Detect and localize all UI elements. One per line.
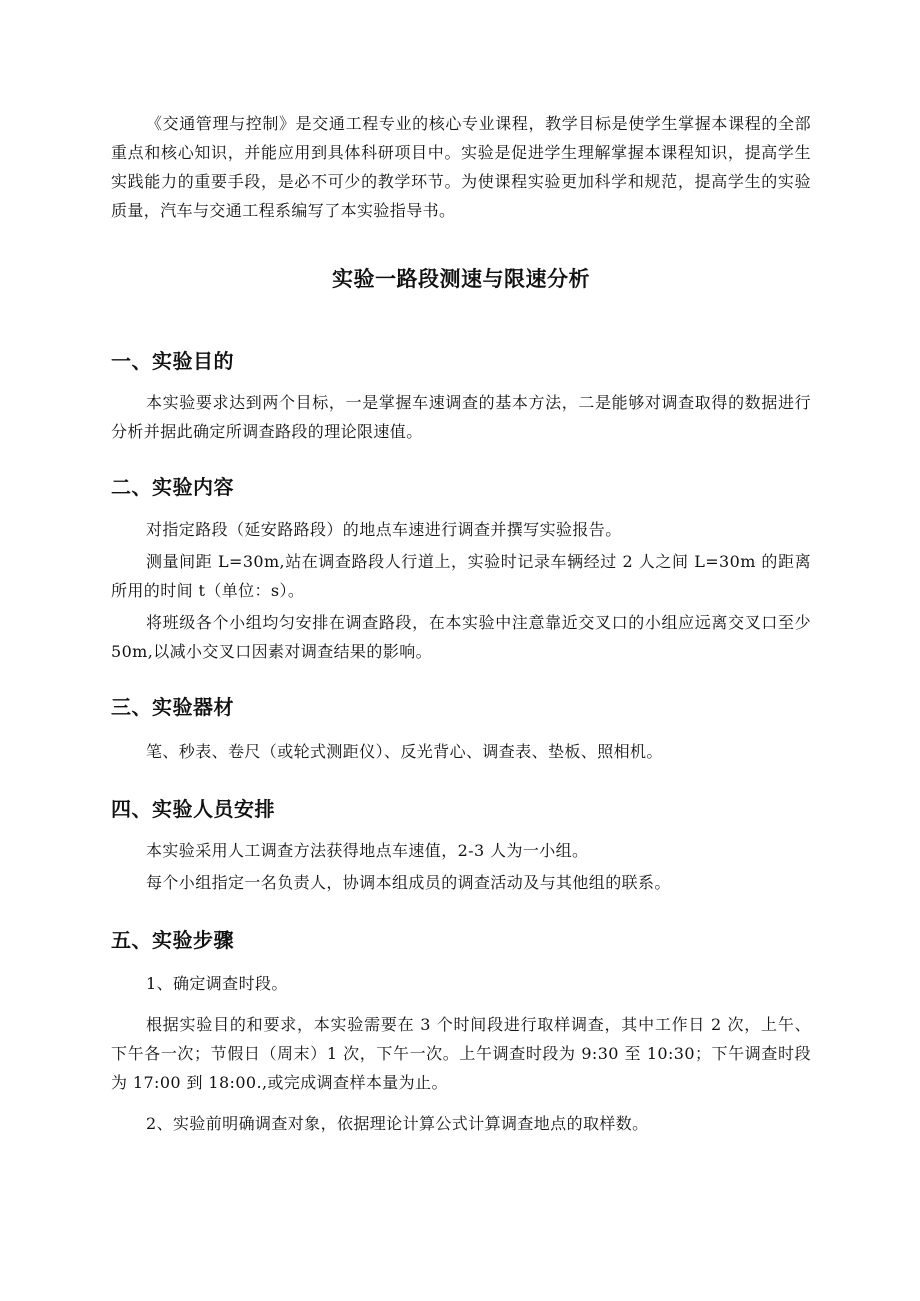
section-heading-purpose: 一、实验目的 [111, 349, 234, 373]
section-heading-content: 二、实验内容 [111, 475, 234, 499]
steps-paragraph: 2、实验前明确调查对象，依据理论计算公式计算调查地点的取样数。 [146, 1114, 649, 1133]
purpose-paragraph: 本实验要求达到两个目标，一是掌握车速调查的基本方法，二是能够对调查取得的数据进行分析并据此确定所调查路段的理论限速值。 [111, 393, 811, 441]
content-paragraph: 对指定路段（延安路路段）的地点车速进行调查并撰写实验报告。 [146, 520, 622, 539]
staffing-paragraph: 本实验采用人工调查方法获得地点车速值，2-3 人为一小组。 [146, 841, 589, 860]
section-heading-equipment: 三、实验器材 [111, 695, 234, 719]
content-paragraph: 将班级各个小组均匀安排在调查路段，在本实验中注意靠近交叉口的小组应远离交叉口至少 50m,以减小交叉口因素对调查结果的影响。 [111, 613, 811, 661]
section-heading-steps: 五、实验步骤 [111, 928, 234, 952]
document-page [111, 0, 811, 1138]
equipment-paragraph: 笔、秒表、卷尺（或轮式测距仪）、反光背心、调查表、垫板、照相机。 [146, 742, 663, 761]
staffing-paragraph: 每个小组指定一名负责人，协调本组成员的调查活动及与其他组的联系。 [146, 873, 671, 892]
section-heading-staffing: 四、实验人员安排 [111, 797, 275, 821]
steps-paragraph: 根据实验目的和要求，本实验需要在 3 个时间段进行取样调查，其中工作日 2 次，上午、下午各一次；节假日（周末）1 次，下午一次。上午调查时段为 9:30 至 10:30；下午调查时段为 17:00 到 18:00.,或完成调查样本量为止。 [111, 1015, 811, 1092]
steps-paragraph: 1、确定调查时段。 [146, 974, 288, 993]
content-paragraph: 测量间距 L=30m,站在调查路段人行道上，实验时记录车辆经过 2 人之间 L=30m 的距离所用的时间 t（单位：s）。 [111, 552, 811, 600]
intro-paragraph: 《交通管理与控制》是交通工程专业的核心专业课程，教学目标是使学生掌握本课程的全部重点和核心知识，并能应用到具体科研项目中。实验是促进学生理解掌握本课程知识，提高学生实践能力的重要手段，是必不可少的教学环节。为使课程实验更加科学和规范，提高学生的实验质量，汽车与交通工程系编写了本实验指导书。 [111, 114, 811, 220]
experiment-title: 实验一路段测速与限速分析 [332, 267, 590, 291]
